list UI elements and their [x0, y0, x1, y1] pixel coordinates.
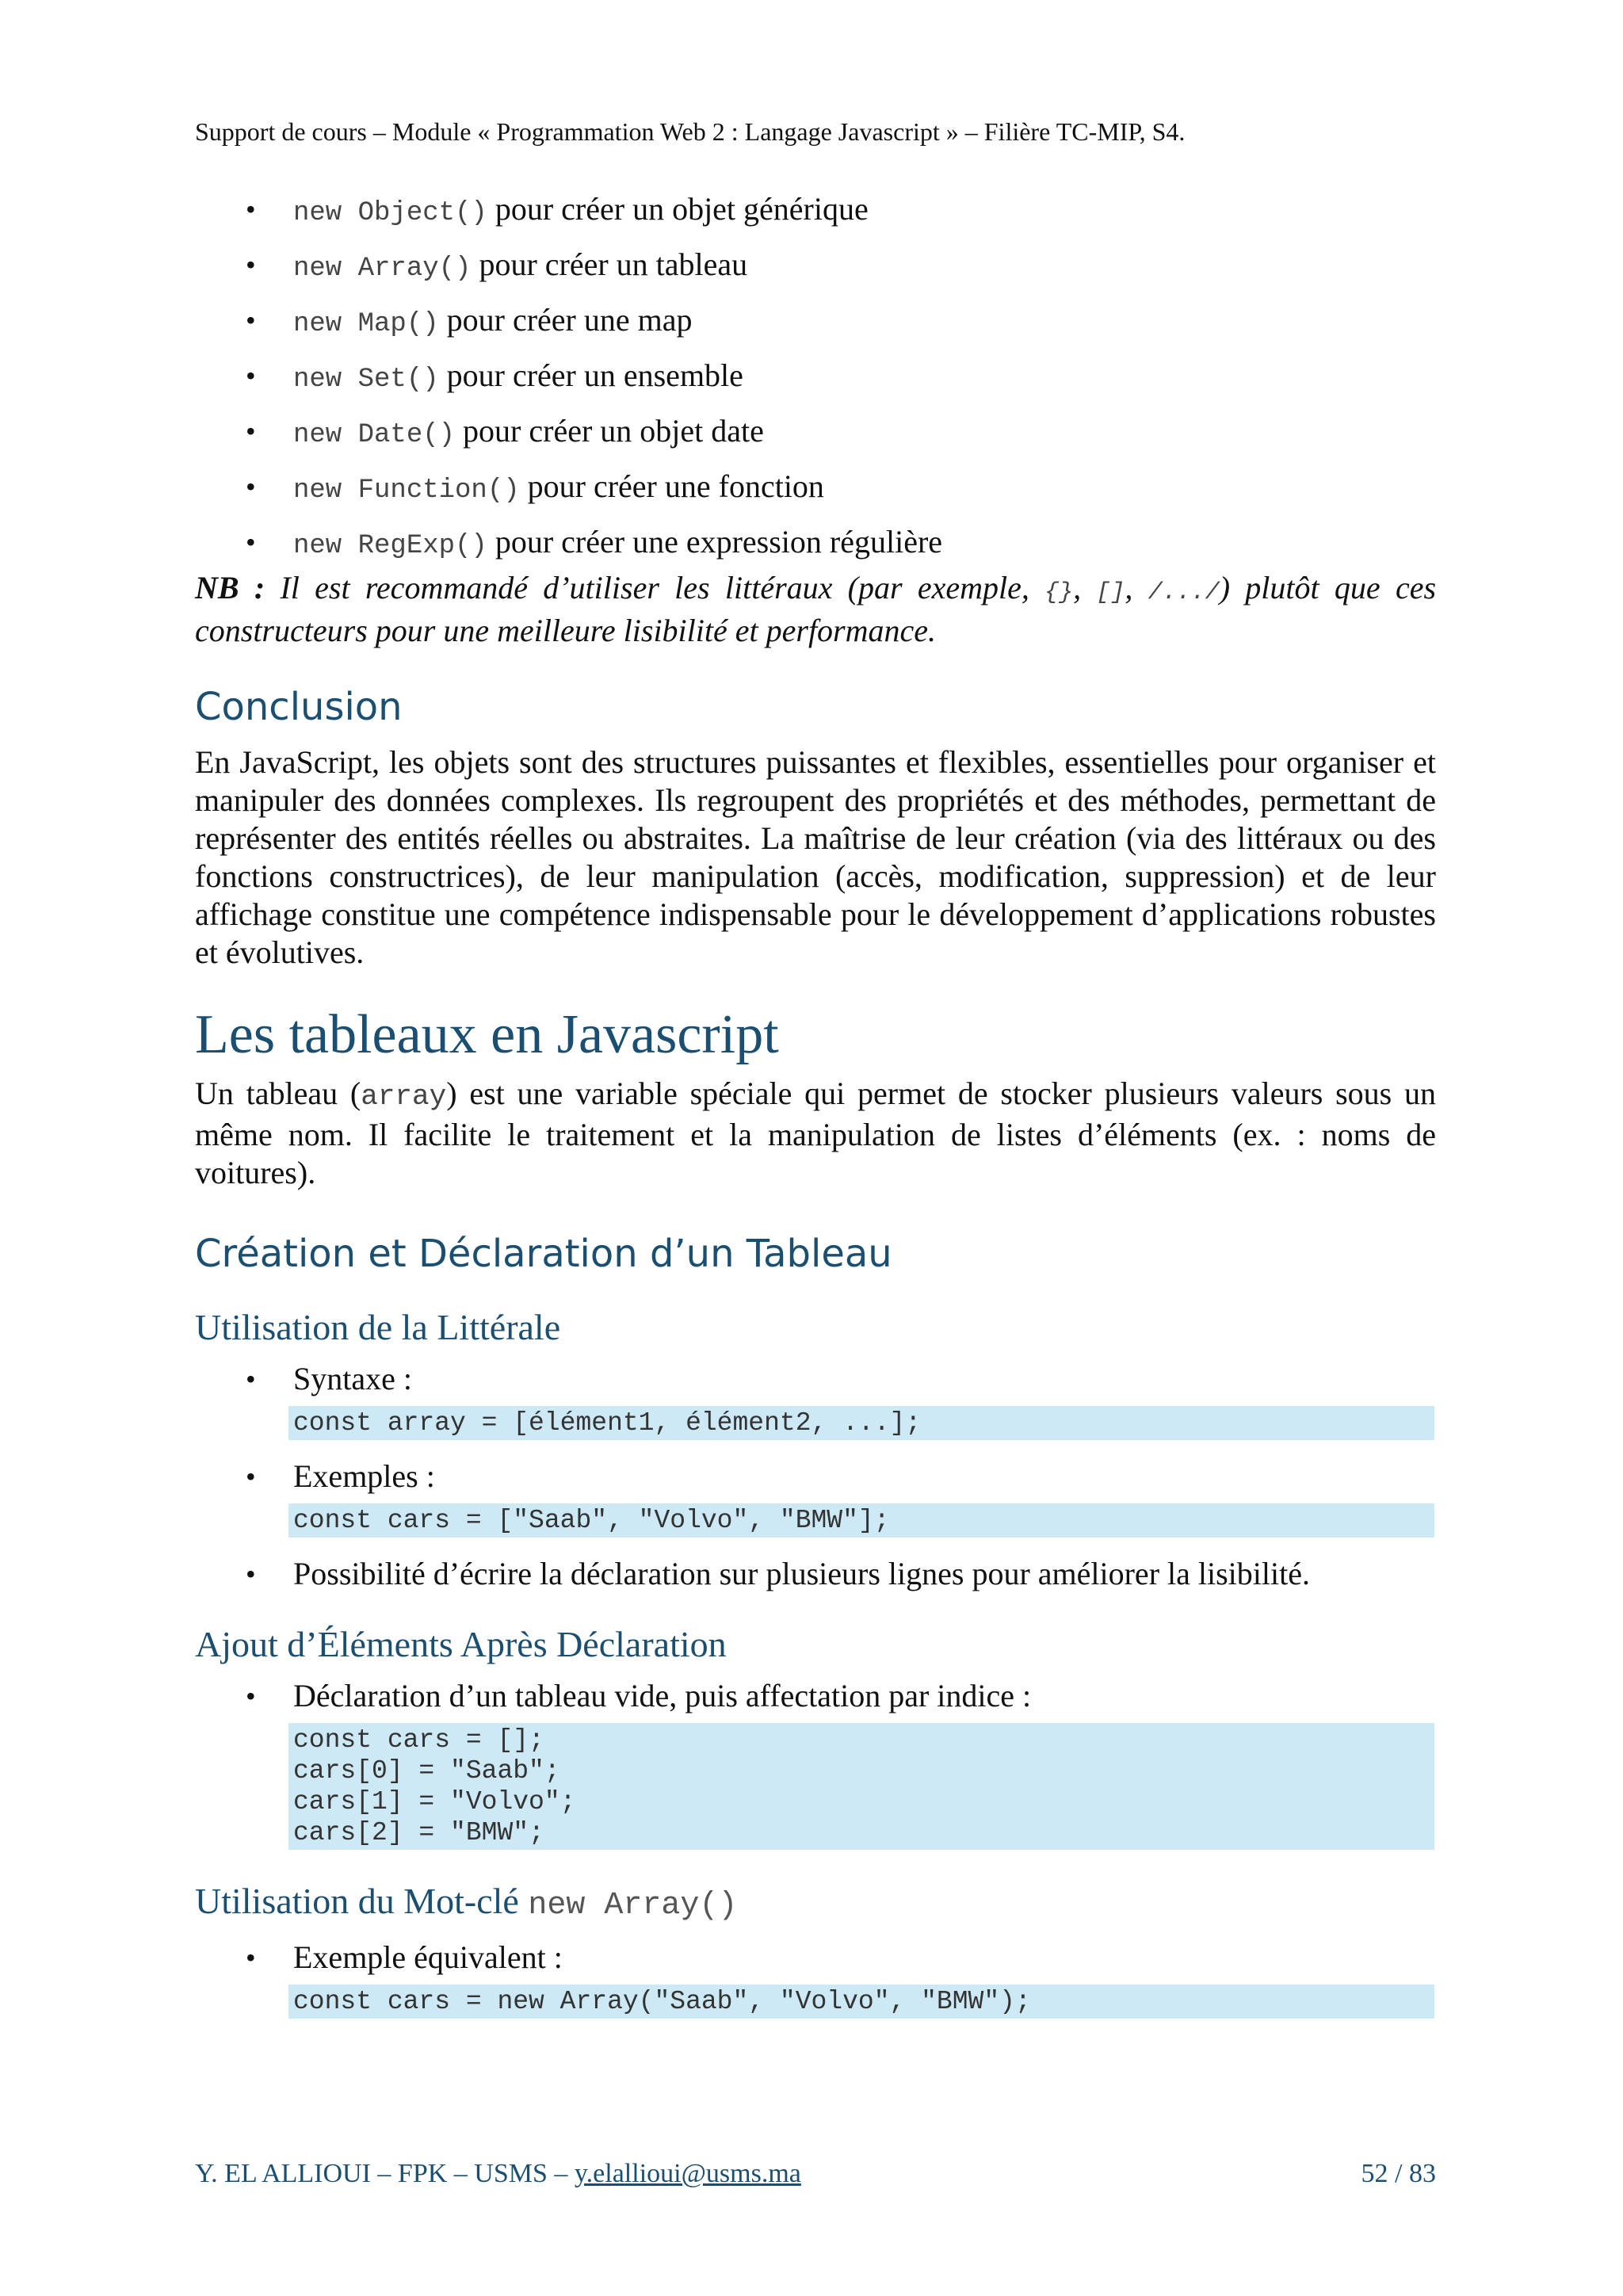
inline-code: new Object()	[293, 198, 487, 228]
inline-code: array	[361, 1080, 447, 1113]
nb-note	[195, 569, 1436, 650]
list-item	[195, 412, 1436, 468]
list-item	[195, 468, 1436, 523]
list-item: • Syntaxe :	[195, 1360, 1436, 1398]
ajout-list	[195, 1677, 1436, 1715]
inline-code: []	[1096, 579, 1125, 606]
page-footer	[195, 2159, 1436, 2189]
list-item	[195, 246, 1436, 301]
list-item-text: pour créer un ensemble	[438, 357, 743, 393]
litterale-list	[195, 1360, 1436, 1398]
list-item: • Déclaration d’un tableau vide, puis affectation par indice :	[195, 1677, 1436, 1715]
constructor-list	[195, 190, 1436, 564]
list-item: • Exemples :	[195, 1457, 1436, 1496]
code-block-syntaxe: const array = [élément1, élément2, ...];	[288, 1406, 1434, 1440]
page-content	[195, 190, 1436, 2036]
inline-code: {}	[1044, 579, 1074, 606]
section-heading-conclusion: Conclusion	[195, 685, 403, 729]
list-item-text: pour créer un tableau	[471, 246, 748, 282]
chapter-title: Les tableaux en Javascript	[195, 1004, 779, 1065]
litterale-list	[195, 1457, 1436, 1496]
nb-text: ) plutôt que ces constructeurs pour une meilleure lisibilité et performance.	[195, 570, 1437, 648]
list-item-text: pour créer un objet date	[455, 413, 764, 449]
nb-text: ,	[1125, 570, 1148, 606]
tableaux-intro	[195, 1075, 1436, 1192]
inline-code: new Map()	[293, 309, 439, 339]
list-item	[195, 301, 1436, 357]
list-item-text: pour créer une expression régulière	[487, 524, 943, 560]
subsection-heading-litterale: Utilisation de la Littérale	[195, 1307, 561, 1347]
list-item: • Exemple équivalent :	[195, 1939, 1436, 1977]
intro-text: ) est une variable spéciale qui permet de stocker plusieurs valeurs sous un même nom. Il facilite le traitement et la manipulation de listes d’éléments (ex. : noms de voitures).	[195, 1075, 1436, 1190]
nb-text: Il est recommandé d’utiliser les littéraux (par exemple,	[265, 570, 1045, 606]
inline-code: new Date()	[293, 420, 456, 450]
footer-author	[195, 2159, 801, 2189]
section-heading-creation: Création et Déclaration d’un Tableau	[195, 1232, 892, 1276]
inline-code: new RegExp()	[293, 531, 487, 561]
footer-author-text: Y. EL ALLIOUI – FPK – USMS –	[195, 2159, 575, 2188]
code-block-exemples: const cars = ["Saab", "Volvo", "BMW"];	[288, 1503, 1434, 1538]
heading-text: Utilisation du Mot-clé	[195, 1881, 529, 1921]
list-item-text: pour créer une map	[438, 302, 693, 338]
code-block-motcle: const cars = new Array("Saab", "Volvo", "BMW");	[288, 1985, 1434, 2019]
list-item-text: pour créer une fonction	[519, 468, 824, 504]
conclusion-paragraph: En JavaScript, les objets sont des structures puissantes et flexibles, essentielles pour organiser et manipuler des données complexes. Ils regroupent des propriétés et des méthodes, permettant de représenter des entités réelles ou abstraites. La maîtrise de leur création (via des littéraux ou des fonctions constructrices), de leur manipulation (accès, modification, suppression) et de leur affichage constitue une compétence indispensable pour le développement d’applications robustes et évolutives.	[195, 744, 1436, 970]
inline-code: /.../	[1148, 579, 1220, 606]
motcle-list	[195, 1939, 1436, 1977]
list-item	[195, 190, 1436, 246]
nb-text: ,	[1073, 570, 1097, 606]
nb-label: NB :	[195, 570, 265, 606]
intro-text: Un tableau (	[195, 1075, 361, 1111]
page-number: 52 / 83	[1361, 2159, 1436, 2188]
inline-code: new Array()	[528, 1888, 738, 1924]
author-email-link[interactable]: y.elallioui@usms.ma	[574, 2159, 801, 2188]
list-item-text: pour créer un objet générique	[487, 191, 869, 227]
litterale-list	[195, 1555, 1436, 1593]
page-header: Support de cours – Module « Programmation Web 2 : Langage Javascript » – Filière TC-MIP, S4.	[195, 117, 1186, 146]
inline-code: new Set()	[293, 365, 439, 395]
list-item: • Possibilité d’écrire la déclaration sur plusieurs lignes pour améliorer la lisibilité.	[195, 1555, 1436, 1593]
inline-code: new Array()	[293, 254, 472, 284]
list-item	[195, 357, 1436, 412]
subsection-heading-ajout: Ajout d’Éléments Après Déclaration	[195, 1624, 727, 1664]
inline-code: new Function()	[293, 476, 520, 506]
code-block-ajout: const cars = []; cars[0] = "Saab"; cars[1] = "Volvo"; cars[2] = "BMW";	[288, 1723, 1434, 1850]
subsection-heading-motcle	[195, 1880, 1436, 1927]
list-item	[195, 523, 1436, 564]
